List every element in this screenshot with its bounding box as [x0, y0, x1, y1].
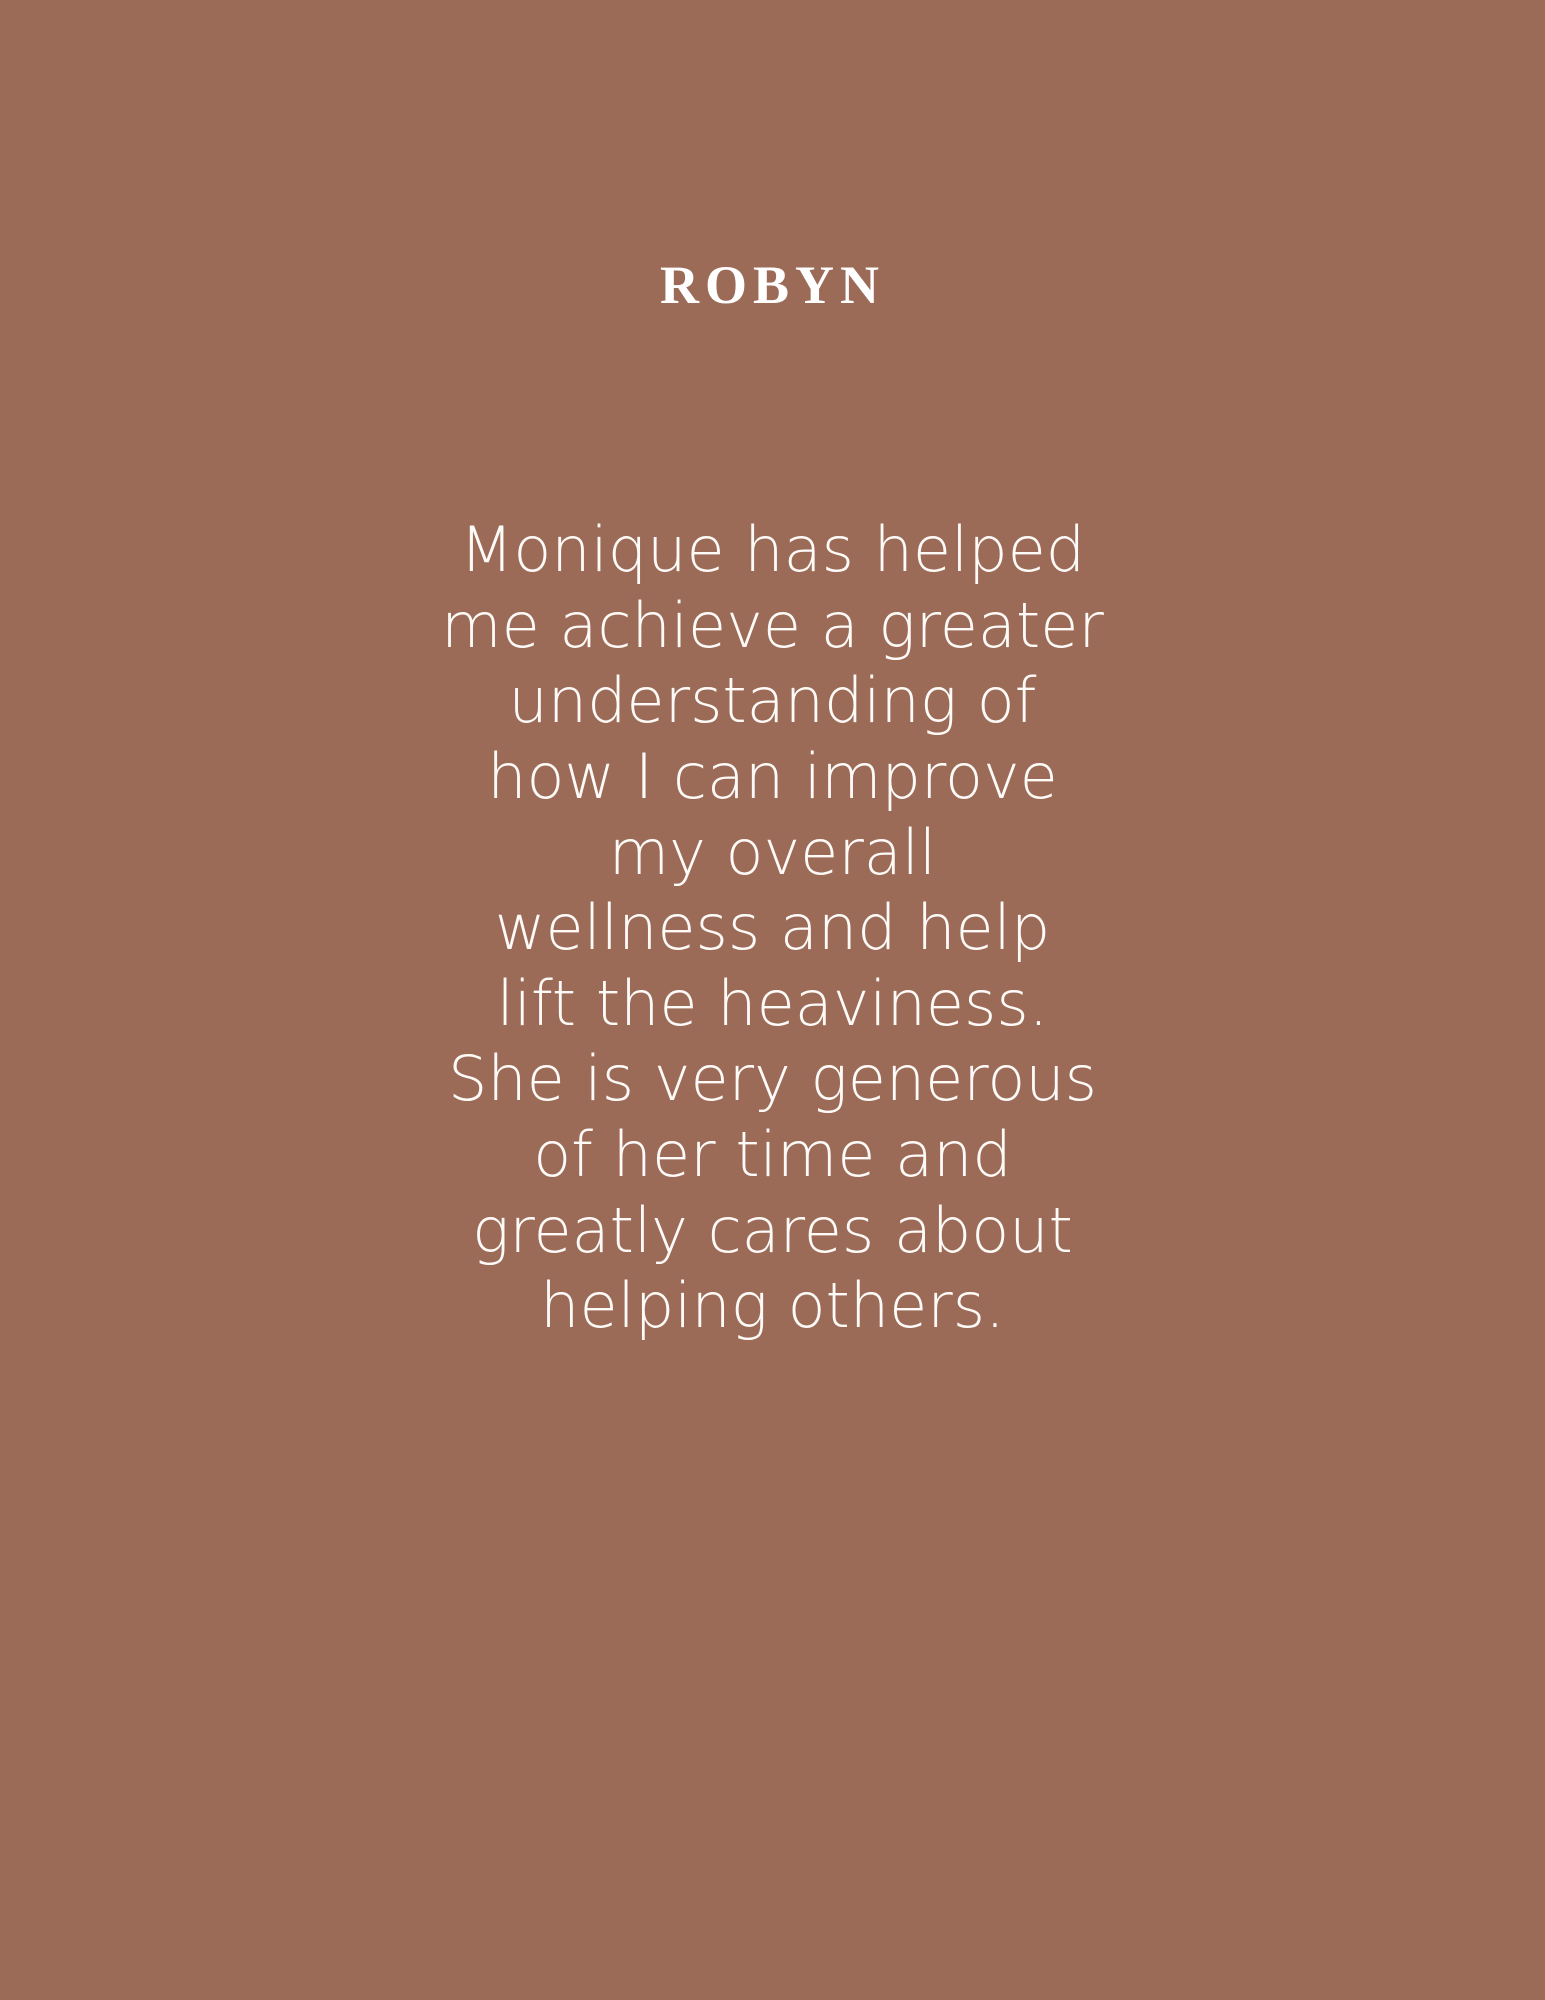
testimonial-line: me achieve a greater: [441, 588, 1104, 662]
testimonial-line: wellness and help: [494, 891, 1051, 965]
testimonial-line: helping others.: [540, 1269, 1005, 1343]
testimonial-line: greatly cares about: [472, 1193, 1073, 1267]
testimonial-quote: [393, 512, 1153, 1344]
testimonial-line: Monique has helped: [459, 513, 1086, 586]
testimonial-line: how I can improve: [487, 739, 1058, 813]
testimonial-line: understanding of: [508, 664, 1037, 738]
brand-name: ROBYN: [659, 255, 885, 315]
testimonial-line: of her time and: [533, 1118, 1012, 1191]
testimonial-line: my overall: [608, 815, 937, 889]
testimonial-line: lift the heaviness.: [496, 966, 1049, 1040]
testimonial-line: She is very generous: [448, 1042, 1097, 1116]
